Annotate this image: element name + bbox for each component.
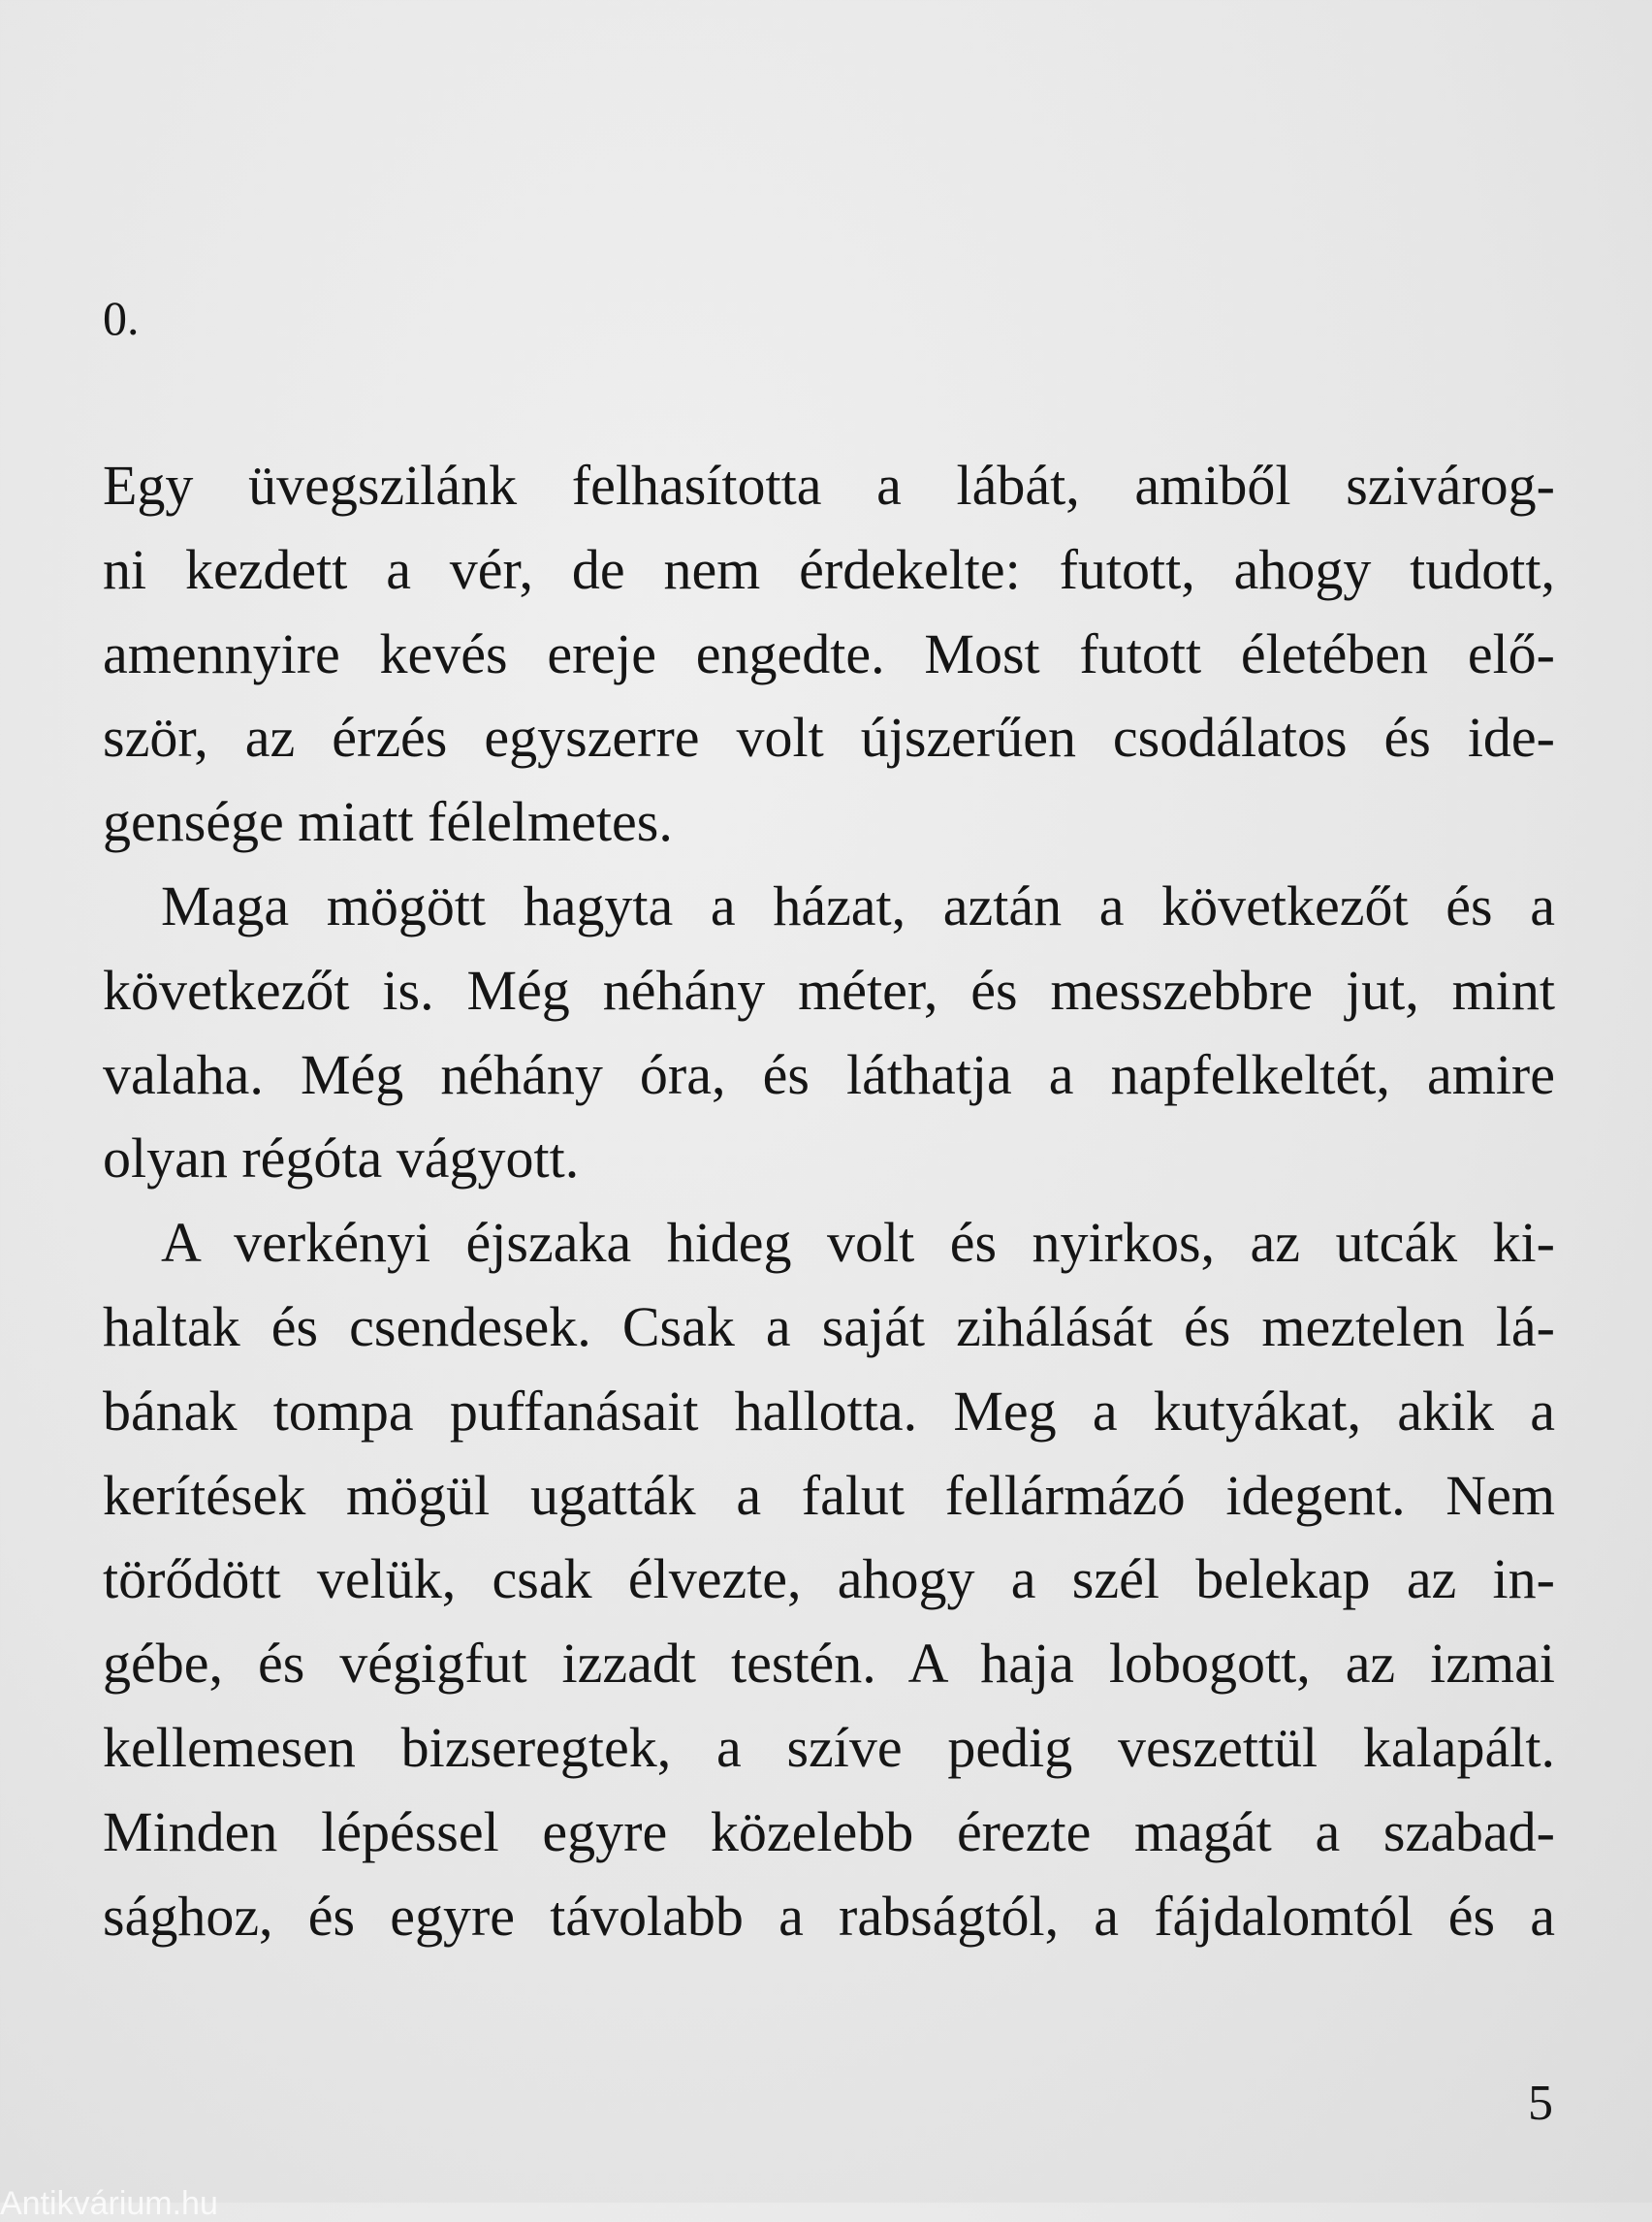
text-line: valaha. Még néhány óra, és láthatja a napfelkeltét, amire	[103, 1042, 1555, 1106]
text-line: gébe, és végigfut izzadt testén. A haja lobogott, az izmai	[103, 1632, 1555, 1696]
watermark-text: Antikvárium.hu	[0, 2185, 218, 2222]
text-line: Maga mögött hagyta a házat, aztán a következőt és a	[161, 873, 1555, 937]
page-number: 5	[1528, 2076, 1553, 2131]
text-line: Minden lépéssel egyre közelebb érezte magát a szabad-	[103, 1799, 1555, 1863]
text-line: gensége miatt félelmetes.	[103, 790, 673, 854]
watermark	[0, 2185, 407, 2222]
text-line: következőt is. Még néhány méter, és messzebbre jut, mint	[103, 958, 1555, 1022]
text-line: bának tompa puffanásait hallotta. Meg a kutyákat, akik a	[103, 1379, 1555, 1443]
text-line: amennyire kevés ereje engedte. Most futott életében elő-	[103, 621, 1555, 685]
text-line: ni kezdett a vér, de nem érdekelte: futott, ahogy tudott,	[103, 537, 1555, 601]
body-text	[103, 444, 1555, 1958]
text-line: Egy üvegszilánk felhasította a lábát, amiből szivárog-	[103, 454, 1555, 517]
text-line: olyan régóta vágyott.	[103, 1127, 580, 1190]
text-line: A verkényi éjszaka hideg volt és nyirkos, az utcák ki-	[161, 1211, 1555, 1275]
text-line: ször, az érzés egyszerre volt újszerűen csodálatos és ide-	[103, 706, 1555, 770]
text-line: sághoz, és egyre távolabb a rabságtól, a fájdalomtól és a	[103, 1884, 1555, 1948]
text-line: törődött velük, csak élvezte, ahogy a szél belekap az in-	[103, 1547, 1555, 1611]
text-line: kerítések mögül ugatták a falut fellármázó idegent. Nem	[103, 1463, 1555, 1527]
chapter-number: 0.	[103, 291, 140, 345]
text-line: haltak és csendesek. Csak a saját zihálását és meztelen lá-	[103, 1294, 1555, 1358]
text-line: kellemesen bizseregtek, a szíve pedig veszettül kalapált.	[103, 1715, 1555, 1779]
